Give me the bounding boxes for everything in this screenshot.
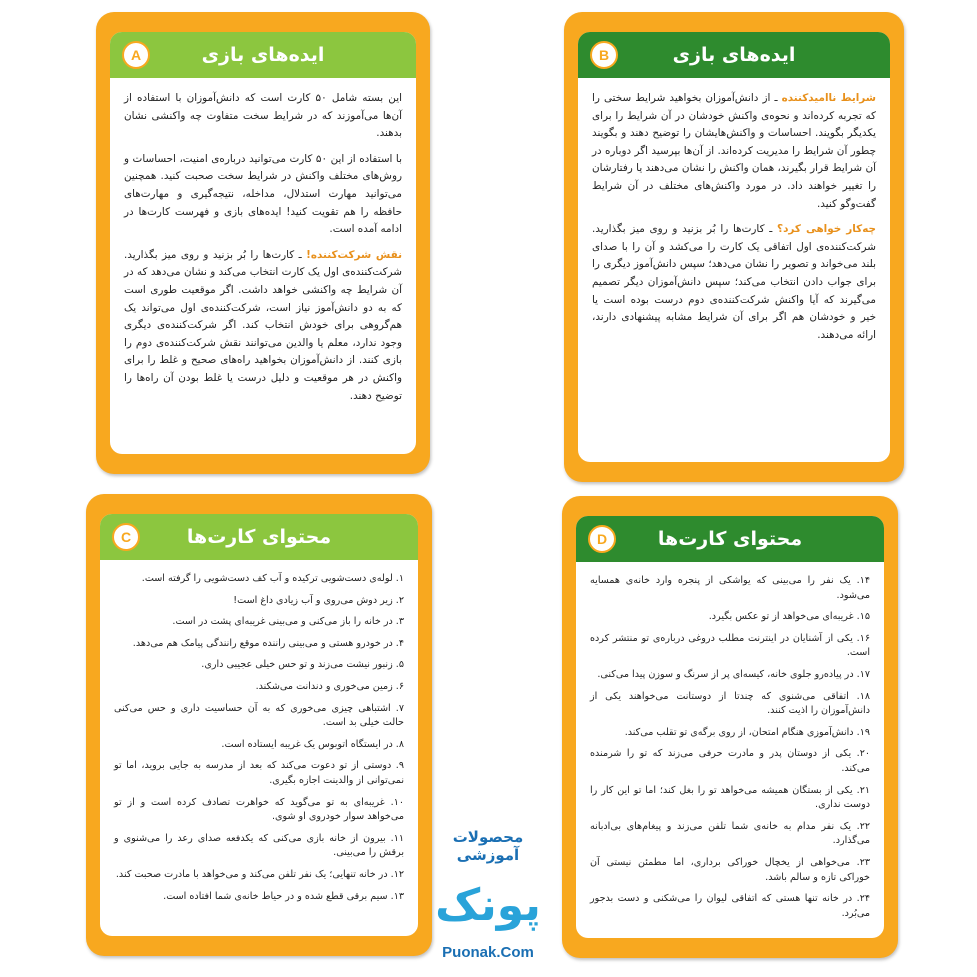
card-d-list (590, 574, 870, 921)
card-a-paragraph-1: این بسته شامل ۵۰ کارت است که دانش‌آموزان با استفاده از آن‌ها می‌آموزند که در شرایط سخت متفاوت چه واکنشی نشان بدهند. (124, 92, 402, 140)
list-item: ۲۴. در خانه تنها هستی که اتفاقی لیوان را می‌شکنی و دست بدجور می‌بُرد. (590, 893, 870, 919)
brand-tagline: محصولات آموزشی (452, 828, 524, 864)
card-d-face (576, 516, 884, 938)
card-a-badge: A (122, 41, 150, 69)
brand-watermark (428, 828, 548, 968)
list-item: ۱۴. یک نفر را می‌بینی که یواشکی از پنجره وارد خانه‌ی همسایه می‌شود. (590, 575, 870, 601)
list-item: ۱۱. بیرون از خانه بازی می‌کنی که یکدفعه صدای رعد را می‌شنوی و برقش را می‌بینی. (114, 832, 404, 859)
card-b-body (592, 90, 876, 452)
list-item: ۱۷. در پیاده‌رو جلوی خانه، کیسه‌ای پر از سرنگ و سوزن پیدا می‌کنی. (597, 668, 870, 680)
card-a-paragraph-2: با استفاده از این ۵۰ کارت می‌توانید درباره‌ی امنیت، احساسات و روش‌های مختلف واکنش در شرایط سخت صحبت کنید. همچنین می‌توانید مهارت استدلال، مداخله، نتیجه‌گیری و مهارت‌های حافظه را هم تقویت کنید! ایده‌های بازی و فهرست کارت‌ها در ادامه آمده است. (124, 152, 402, 236)
card-c-title: محتوای کارت‌ها (186, 526, 332, 548)
card-b-text-1: ـ از دانش‌آموزان بخواهید شرایط سختی را که تجربه کرده‌اند و نحوه‌ی واکنش خودشان در آن شرایط را برای یکدیگر بگویند. احساسات و واکنش‌هایشان را توضیح دهند و بگویند چطور آن شرایط را مدیریت کرده‌اند. از آن‌ها بپرسید اگر دوباره در آن شرایط قرار بگیرند، همان واکنش را نشان می‌دهند یا رفتارشان را تغییر خواهند داد. در مورد واکنش‌های مختلف در آن شرایط گفت‌وگو کنید. (592, 92, 876, 210)
card-d-badge: D (588, 525, 616, 553)
list-item: ۱. لوله‌ی دست‌شویی ترکیده و آب کف دست‌شویی را گرفته است. (141, 573, 404, 584)
card-c-face (100, 514, 418, 936)
card-a-title: ایده‌های بازی (201, 44, 325, 66)
list-item: ۶. زمین می‌خوری و دندانت می‌شکند. (255, 680, 404, 692)
list-item: ۴. در خودرو هستی و می‌بینی راننده موقع رانندگی پیامک هم می‌دهد. (132, 637, 404, 649)
card-a-highlight-text: ـ کارت‌ها را بُر بزنید و روی میز بگذارید. شرکت‌کننده‌ی اول یک کارت انتخاب می‌کند و نشان می‌دهد که در آن شرایط چه واکنشی خواهد داشت. اگر موقعیت طوری است که به دو دانش‌آموز نیاز است، شرکت‌کننده‌ی اول می‌تواند یک هم‌گروهی برای خودش انتخاب کند. اگر شرکت‌کننده‌ی دیگری وجود ندارد، معلم یا والدین می‌توانند نقش شرکت‌کننده‌ی دوم را بازی کنند. از دانش‌آموزان بخواهید راه‌های صحیح و غلط را برای واکنش در هر موقعیت و دلیل درست یا غلط بودن آن راه‌ها را توضیح دهند. (124, 248, 402, 402)
card-c (86, 494, 432, 956)
list-item: ۲۱. یکی از بستگان همیشه می‌خواهد تو را بغل کند؛ اما تو این کار را دوست نداری. (590, 784, 870, 811)
list-item: ۲۰. یکی از دوستان پدر و مادرت حرفی می‌زند که تو را شرمنده می‌کند. (590, 748, 870, 774)
card-d-body (590, 574, 870, 928)
list-item: ۱۹. دانش‌آموزی هنگام امتحان، از روی برگه‌ی تو تقلب می‌کند. (624, 726, 870, 738)
brand-url: Puonak.Com (442, 944, 534, 961)
card-b-paragraph-1 (592, 90, 876, 213)
list-item: ۱۲. در خانه تنهایی؛ یک نفر تلفن می‌کند و می‌خواهد با مادرت صحبت کند. (115, 868, 404, 880)
card-c-list (114, 572, 404, 904)
card-a-face (110, 32, 416, 454)
card-c-body (114, 572, 404, 926)
card-a-body (124, 90, 402, 444)
list-item: ۲. زیر دوش می‌روی و آب زیادی داغ است! (233, 594, 404, 606)
brand-logo: پونک (435, 879, 541, 931)
card-b-badge: B (590, 41, 618, 69)
card-b-text-2: ـ کارت‌ها را بُر بزنید و روی میز بگذارید. شرکت‌کننده‌ی اول اتفاقی یک کارت را می‌کشد و آن را با صدای بلند می‌خواند و تصویر را نشان می‌دهد؛ سپس دانش‌آموز دیگری را برای جواب دادن انتخاب می‌کند؛ سپس دانش‌آموزان دیگر تصمیم می‌گیرند که آیا واکنش شرکت‌کننده‌ی دوم درست بوده است یا خیر و خودشان هم اگر برای آن شرایط مشابه پیشنهادی دارند، ارائه می‌دهند. (592, 223, 876, 341)
card-c-badge: C (112, 523, 140, 551)
list-item: ۱۸. اتفاقی می‌شنوی که چندتا از دوستانت می‌خواهند یکی از دانش‌آموزان را اذیت کنند. (590, 690, 870, 717)
list-item: ۲۲. یک نفر مدام به خانه‌ی شما تلفن می‌زند و پیغام‌های بی‌ادبانه می‌گذارد. (590, 820, 870, 847)
card-c-header (100, 514, 418, 560)
list-item: ۸. در ایستگاه اتوبوس یک غریبه ایستاده است. (221, 738, 404, 750)
list-item: ۱۵. غریبه‌ای می‌خواهد از تو عکس بگیرد. (708, 611, 870, 623)
list-item: ۵. زنبور نیشت می‌زند و تو حس خیلی عجیبی داری. (201, 659, 404, 671)
card-b-paragraph-2 (592, 221, 876, 344)
card-a (96, 12, 430, 474)
card-b-title: ایده‌های بازی (672, 44, 796, 66)
list-item: ۱۳. سیم برقی قطع شده و در حیاط خانه‌ی شما افتاده است. (163, 890, 404, 902)
card-d-header (576, 516, 884, 562)
list-item: ۹. دوستی از تو دعوت می‌کند که بعد از مدرسه به جایی بروید، اما تو نمی‌توانی از والدینت اجازه بگیری. (114, 760, 404, 786)
card-a-header (110, 32, 416, 78)
card-b-highlight-1: شرایط ناامیدکننده (781, 92, 876, 104)
card-d (562, 496, 898, 958)
card-a-highlight: نقش شرکت‌کننده! (306, 248, 402, 261)
card-b-header (578, 32, 890, 78)
card-a-paragraph-3 (124, 247, 402, 405)
list-item: ۲۳. می‌خواهی از یخچال خوراکی برداری، اما مطمئن نیستی آن خوراکی تازه و سالم باشد. (590, 856, 870, 883)
card-b-face (578, 32, 890, 462)
list-item: ۳. در خانه را باز می‌کنی و می‌بینی غریبه‌ای پشت در است. (172, 616, 404, 628)
card-b-highlight-2: چه‌کار خواهی کرد؟ (777, 223, 876, 236)
card-d-title: محتوای کارت‌ها (657, 528, 803, 550)
list-item: ۱۰. غریبه‌ای به تو می‌گوید که خواهرت تصادف کرده است و از تو می‌خواهد سوار خودروی او شوی. (114, 796, 404, 823)
list-item: ۷. اشتباهی چیزی می‌خوری که به آن حساسیت داری و حس می‌کنی حالت خیلی بد است. (114, 702, 404, 729)
list-item: ۱۶. یکی از آشنایان در اینترنت مطلب دروغی درباره‌ی تو منتشر کرده است. (590, 632, 870, 659)
card-b (564, 12, 904, 482)
